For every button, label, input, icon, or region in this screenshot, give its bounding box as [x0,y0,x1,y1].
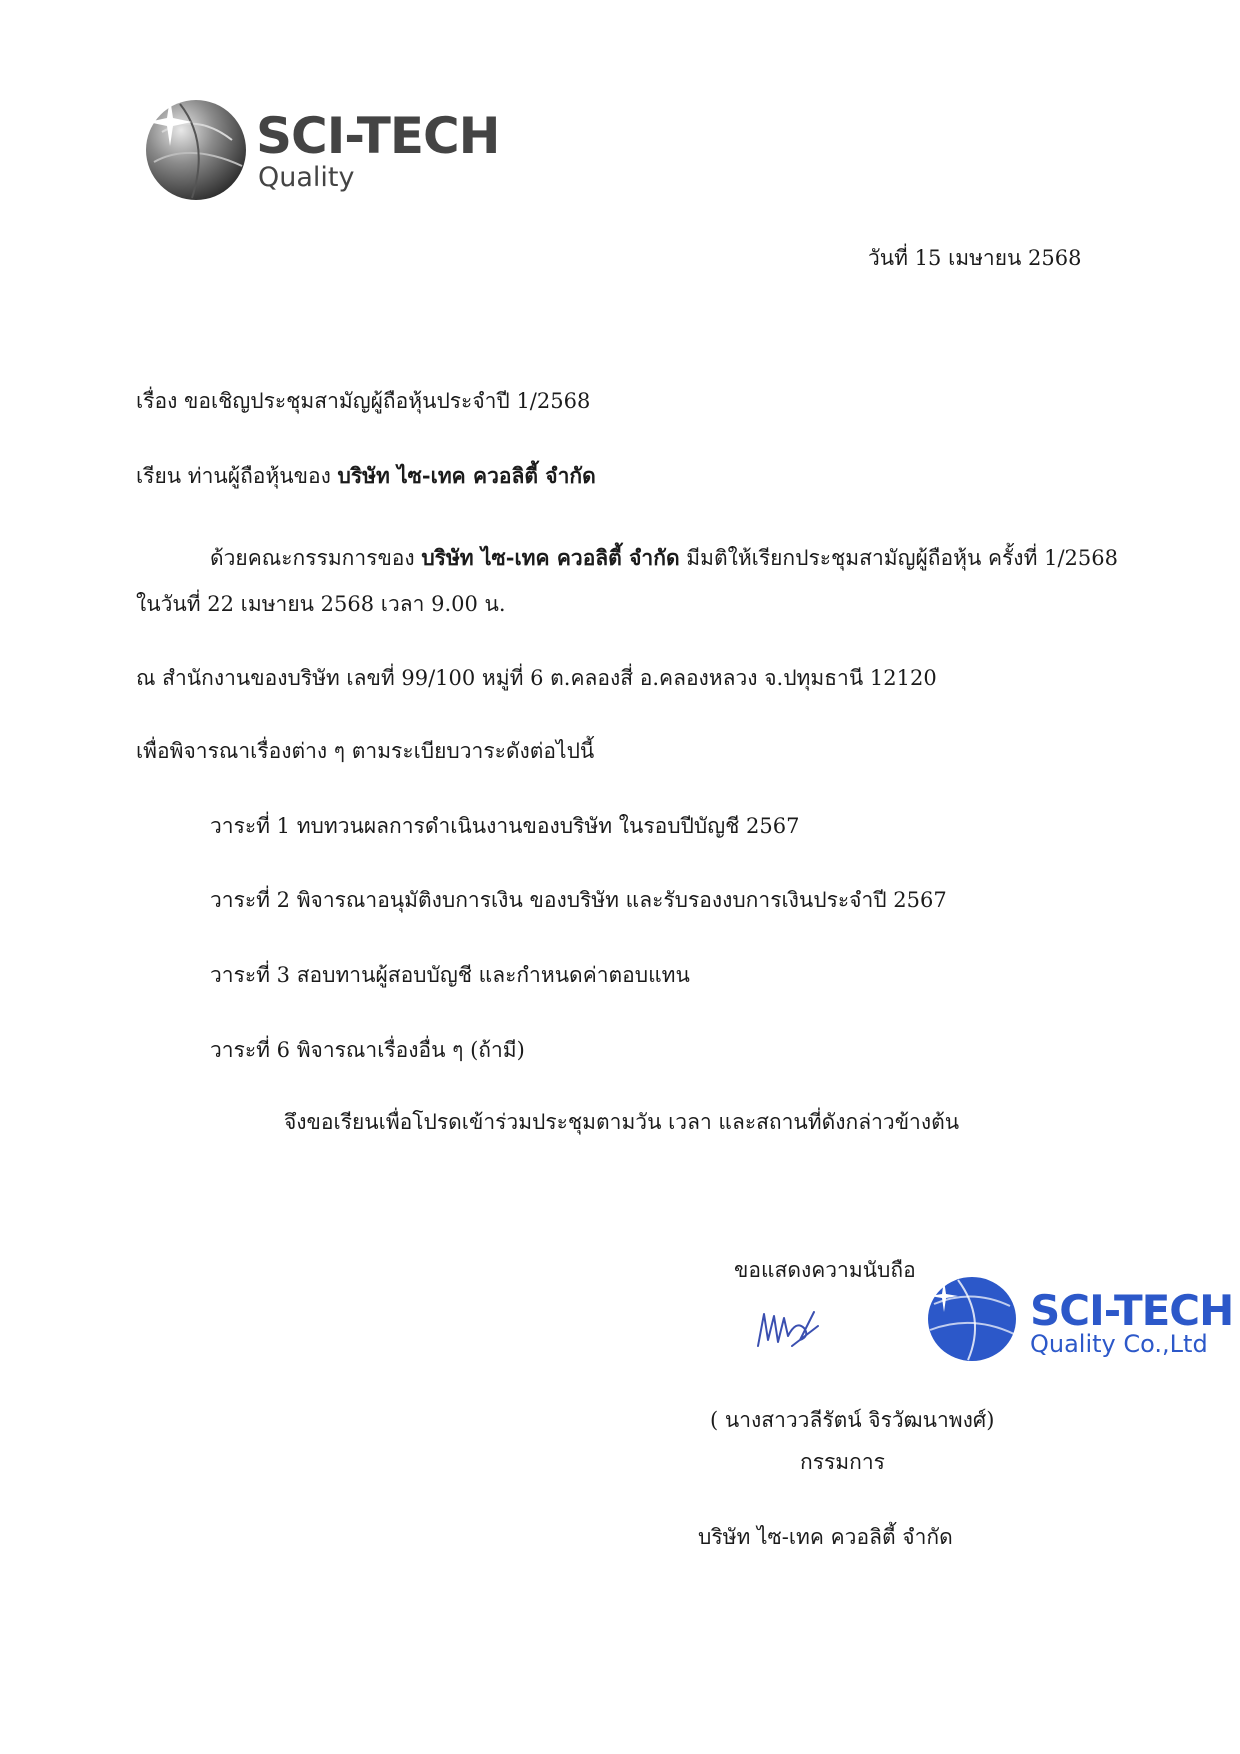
stamp-name: SCI-TECH [1030,1286,1234,1335]
stamp-subtitle: Quality Co.,Ltd [1030,1330,1208,1358]
agenda-item-1: วาระที่ 1 ทบทวนผลการดำเนินงานของบริษัท ในรอบปีบัญชี 2567 [210,814,800,838]
intro-line-1 [210,544,1118,572]
company-logo [140,92,500,212]
intro-company: บริษัท ไซ-เทค ควอลิตี้ จำกัด [421,545,680,570]
sign-off: ขอแสดงความนับถือ [734,1258,916,1282]
logo-subtitle: Quality [258,162,355,193]
meeting-venue: ณ สำนักงานของบริษัท เลขที่ 99/100 หมู่ที่ 6 ต.คลองสี่ อ.คลองหลวง จ.ปทุมธานี 12120 [136,666,937,690]
signatory-title: กรรมการ [800,1450,885,1474]
agenda-intro: เพื่อพิจารณาเรื่องต่าง ๆ ตามระเบียบวาระดังต่อไปนี้ [136,739,595,763]
letter-salutation [136,462,596,490]
signatory-name: ( นางสาววลีรัตน์ จิรวัฒนาพงศ์) [710,1408,995,1432]
logo-name: SCI-TECH [256,107,500,165]
agenda-item-2: วาระที่ 2 พิจารณาอนุมัติงบการเงิน ของบริษัท และรับรองงบการเงินประจำปี 2567 [210,888,947,912]
handwritten-signature [752,1306,822,1354]
closing-sentence: จึงขอเรียนเพื่อโปรดเข้าร่วมประชุมตามวัน เวลา และสถานที่ดังกล่าวข้างต้น [284,1110,960,1134]
stamp-globe-icon [924,1274,1020,1364]
salutation-prefix: เรียน ท่านผู้ถือหุ้นของ [136,464,338,488]
intro-part2: มีมติให้เรียกประชุมสามัญผู้ถือหุ้น ครั้งที่ 1/2568 [679,546,1118,570]
letter-subject: เรื่อง ขอเชิญประชุมสามัญผู้ถือหุ้นประจำปี 1/2568 [136,389,591,413]
intro-part1: ด้วยคณะกรรมการของ [210,546,422,570]
logo-globe-icon [140,92,252,204]
agenda-item-4: วาระที่ 6 พิจารณาเรื่องอื่น ๆ (ถ้ามี) [210,1038,525,1062]
letter-date: วันที่ 15 เมษายน 2568 [868,246,1082,270]
salutation-company: บริษัท ไซ-เทค ควอลิตี้ จำกัด [337,463,596,488]
intro-line-2: ในวันที่ 22 เมษายน 2568 เวลา 9.00 น. [136,592,506,616]
agenda-item-3: วาระที่ 3 สอบทานผู้สอบบัญชี และกำหนดค่าตอบแทน [210,963,690,987]
signatory-company: บริษัท ไซ-เทค ควอลิตี้ จำกัด [698,1525,953,1549]
